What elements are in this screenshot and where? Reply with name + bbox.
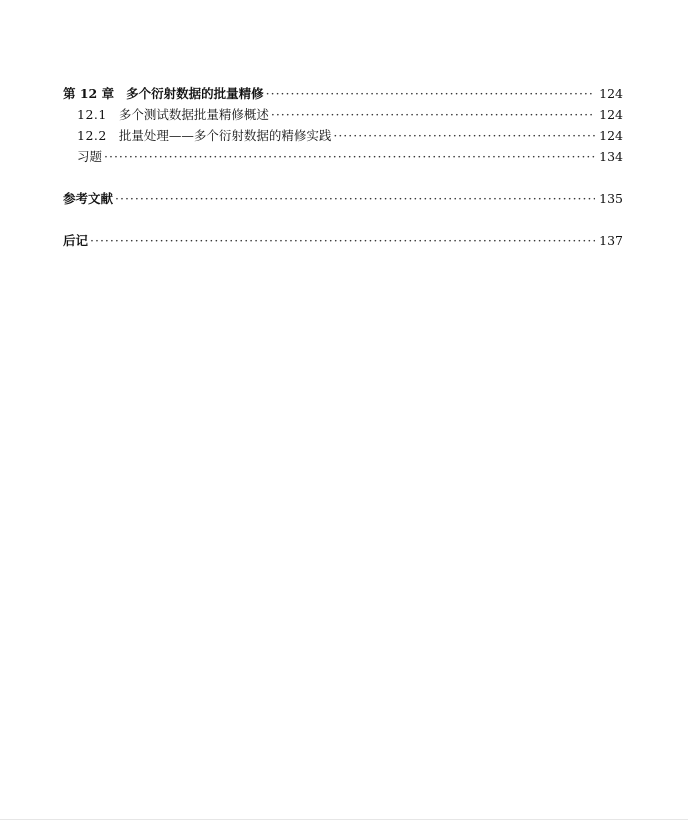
- toc-references[interactable]: [63, 188, 623, 209]
- toc-section-12-2[interactable]: [63, 125, 623, 146]
- chapter-title: 多个衍射数据的批量精修: [126, 86, 264, 101]
- section-number: 12.1: [77, 107, 107, 122]
- references-title: 参考文献: [63, 191, 114, 206]
- toc-afterword[interactable]: [63, 230, 623, 251]
- section-title: 多个测试数据批量精修概述: [118, 107, 269, 122]
- section-title: 批量处理——多个衍射数据的精修实践: [118, 128, 332, 143]
- dot-leader: [104, 146, 595, 167]
- page-number: 124: [599, 128, 623, 143]
- dot-leader: [266, 83, 595, 104]
- dot-leader: [115, 188, 595, 209]
- toc-exercise[interactable]: [63, 146, 623, 167]
- exercise-title: 习题: [77, 149, 103, 164]
- toc-chapter-12[interactable]: [63, 83, 623, 104]
- spacer: [63, 209, 623, 230]
- section-number: 12.2: [77, 128, 107, 143]
- dot-leader: [333, 125, 595, 146]
- afterword-title: 后记: [63, 233, 89, 248]
- page-number: 124: [599, 107, 623, 122]
- dot-leader: [90, 230, 595, 251]
- spacer: [63, 167, 623, 188]
- chapter-number: 第 12 章: [63, 86, 115, 101]
- table-of-contents: [63, 83, 623, 251]
- page-number: 124: [599, 86, 623, 101]
- toc-section-12-1[interactable]: [63, 104, 623, 125]
- page-number: 137: [599, 233, 623, 248]
- page-number: 134: [599, 149, 623, 164]
- page-number: 135: [599, 191, 623, 206]
- dot-leader: [271, 104, 595, 125]
